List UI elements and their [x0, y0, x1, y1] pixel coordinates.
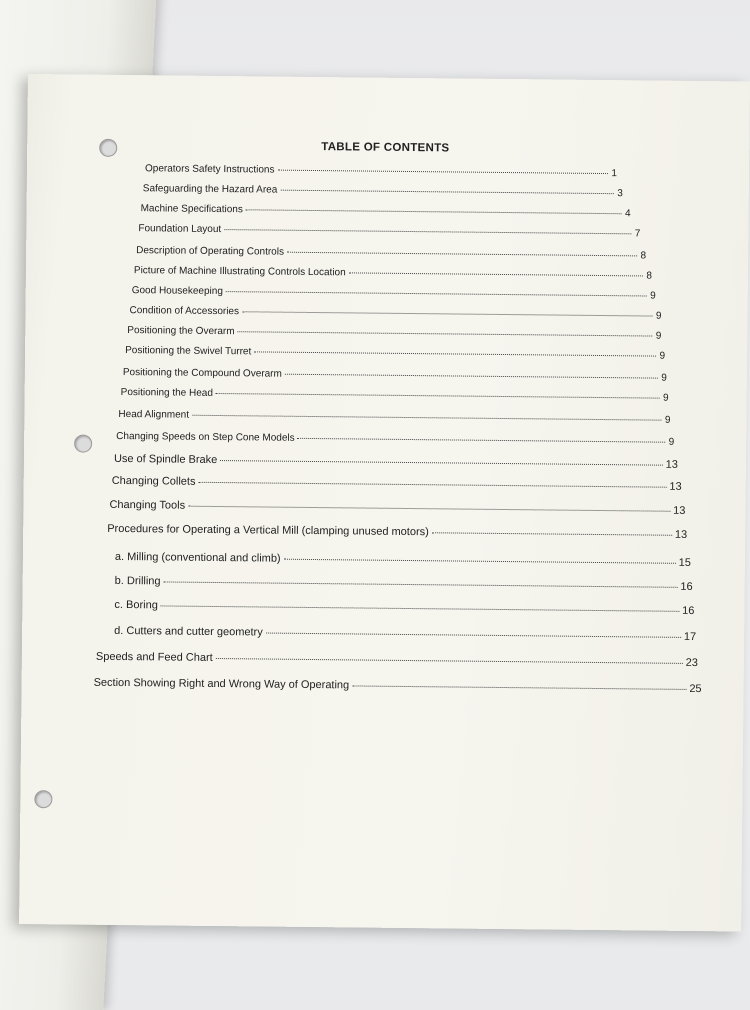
toc-entry [125, 345, 665, 363]
toc-entry [145, 163, 617, 180]
toc-dot-leader [224, 229, 632, 234]
toc-entry-label: Changing Speeds on Step Cone Models [116, 430, 295, 444]
toc-dot-leader [432, 532, 672, 536]
toc-entry [94, 677, 702, 695]
toc-entry-page: 9 [659, 350, 666, 362]
toc-entry-label: Changing Tools [109, 498, 186, 512]
toc-entry [116, 431, 674, 449]
toc-dot-leader [284, 559, 676, 564]
toc-entry [143, 183, 623, 200]
toc-entry-label: Speeds and Feed Chart [95, 650, 213, 664]
toc-entry-page: 8 [646, 270, 652, 282]
toc-entry-label: Foundation Layout [138, 223, 222, 236]
toc-entry [127, 325, 661, 343]
toc-dot-leader [287, 252, 638, 257]
toc-dot-leader [254, 351, 656, 356]
toc-entry-label: Positioning the Head [120, 386, 214, 399]
toc-entry-label: Positioning the Overarm [127, 325, 235, 338]
toc-dot-leader [226, 291, 647, 296]
toc-entry [136, 245, 646, 262]
toc-dot-leader [246, 209, 622, 214]
toc-entry-page: 9 [650, 290, 656, 302]
toc-entry-page: 1 [611, 168, 618, 180]
toc-entry-page: 13 [673, 504, 686, 517]
toc-dot-leader [280, 190, 614, 194]
toc-dot-leader [188, 506, 670, 512]
toc-entry-page: 16 [682, 604, 695, 618]
toc-entry-label: b. Drilling [114, 574, 161, 588]
toc-entry-label: c. Boring [114, 598, 158, 612]
binder-hole-bottom [34, 790, 52, 808]
toc-entry [138, 223, 640, 240]
toc-entry [112, 475, 682, 493]
toc-entry-label: Section Showing Right and Wrong Way of Operating [93, 676, 350, 692]
toc-dot-leader [192, 415, 662, 421]
toc-entry-page: 9 [655, 310, 662, 322]
toc-entry-label: a. Milling (conventional and climb) [114, 550, 281, 565]
toc-entry-page: 13 [674, 528, 688, 541]
toc-entry-label: Machine Specifications [140, 203, 243, 216]
toc-dot-leader [242, 311, 653, 316]
toc-entry-label: Operators Safety Instructions [144, 163, 275, 176]
toc-dot-leader [266, 633, 681, 638]
toc-entry-label: Positioning the Swivel Turret [125, 345, 252, 358]
toc-entry [134, 265, 652, 282]
toc-entry [118, 409, 670, 427]
toc-entry-page: 13 [669, 480, 682, 493]
toc-entry [96, 651, 698, 669]
toc-entry-label: Description of Operating Controls [136, 245, 285, 258]
toc-dot-leader [278, 170, 609, 174]
toc-entry-page: 9 [663, 392, 669, 404]
toc-entry-label: Safeguarding the Hazard Area [142, 183, 278, 196]
toc-entry-label: d. Cutters and cutter geometry [114, 624, 263, 639]
toc-dot-leader [216, 393, 660, 399]
toc-entry [123, 367, 667, 385]
toc-entry [114, 625, 696, 643]
toc-dot-leader [298, 438, 666, 443]
toc-entry-page: 23 [685, 656, 698, 670]
toc-entry-page: 25 [689, 682, 702, 696]
toc-dot-leader [164, 581, 678, 587]
toc-entry [114, 453, 678, 471]
toc-entry-page: 13 [665, 458, 679, 471]
toc-entry [141, 203, 631, 220]
toc-entry-page: 7 [634, 228, 641, 240]
toc-entry-page: 8 [640, 250, 647, 262]
toc-entry-label: Picture of Machine Illustrating Controls Location [133, 265, 346, 279]
binder-hole-top [99, 139, 117, 157]
toc-dot-leader [238, 331, 653, 336]
toc-entry-page: 3 [617, 188, 623, 200]
toc-entry-page: 4 [624, 208, 631, 220]
toc-entry [107, 523, 687, 541]
toc-dot-leader [220, 460, 662, 466]
toc-entry-label: Use of Spindle Brake [113, 452, 218, 467]
toc-entry [132, 285, 656, 302]
toc-entry-label: Changing Collets [111, 474, 196, 488]
toc-entry-label: Procedures for Operating a Vertical Mill (clamping unused motors) [107, 522, 429, 539]
toc-entry [121, 387, 669, 405]
toc-entry-label: Positioning the Compound Overarm [122, 367, 282, 380]
toc-dot-leader [352, 685, 686, 689]
toc-entry [114, 599, 694, 617]
toc-dot-leader [199, 482, 667, 488]
toc-dot-leader [285, 374, 658, 379]
toc-entry [109, 499, 685, 517]
toc-entry-label: Good Housekeeping [131, 285, 223, 298]
toc-dot-leader [216, 658, 683, 664]
toc-entry-page: 16 [680, 580, 693, 593]
toc-entry-page: 17 [683, 630, 697, 644]
toc-entry-label: Condition of Accessories [129, 305, 240, 318]
toc-entry [115, 551, 691, 569]
toc-entry-page: 9 [668, 436, 675, 448]
toc-entry-label: Head Alignment [118, 408, 190, 421]
document-page [19, 74, 750, 932]
toc-entry-page: 15 [678, 556, 691, 569]
toc-entry-page: 9 [661, 372, 667, 384]
toc-entry [129, 305, 661, 323]
toc-dot-leader [349, 272, 644, 276]
toc-dot-leader [161, 605, 679, 611]
toc-entry-page: 9 [655, 330, 662, 342]
binder-hole-middle [74, 435, 92, 453]
toc-entry-page: 9 [664, 414, 671, 426]
toc-entry [115, 575, 693, 593]
toc-title: TABLE OF CONTENTS [321, 141, 450, 155]
